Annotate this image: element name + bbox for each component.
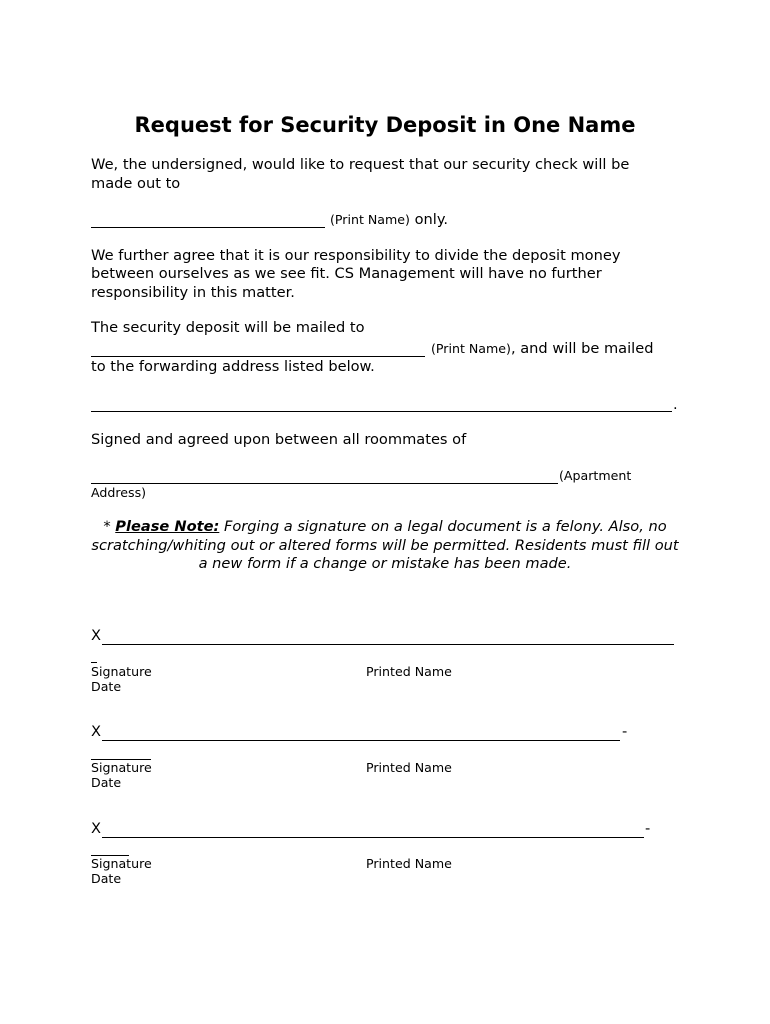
signature-x-1: X: [91, 627, 101, 644]
signature-line-1: [102, 644, 674, 645]
responsibility-line-3: responsibility in this matter.: [91, 284, 295, 301]
signature-label-2: Signature: [91, 760, 152, 775]
apartment-address-line: [91, 483, 558, 484]
note-text: Forging a signature on a legal document is a felony. Also, no scratching/whiting out or altered forms will be permitted. Residents must fill out a new form if a change or mistake has been made.: [91, 518, 679, 572]
printed-name-label-2: Printed Name: [366, 760, 452, 775]
print-name-row-1: [330, 211, 448, 230]
intro-line-1: We, the undersigned, would like to request that our security check will be: [91, 156, 630, 173]
print-name-blank-1: [91, 227, 325, 228]
please-note: [91, 518, 679, 574]
mailing-tail: , and will be mailed: [510, 340, 654, 357]
print-name-row-2: [431, 340, 653, 359]
note-prefix: *: [103, 518, 116, 535]
printed-name-label-1: Printed Name: [366, 664, 452, 679]
print-name-blank-2: [91, 356, 425, 357]
signature-x-2: X: [91, 723, 101, 740]
signature-line-2: [102, 740, 620, 741]
signature-dash-3: -: [645, 820, 651, 837]
print-name-label-2: (Print Name): [431, 341, 511, 356]
signature-label-3: Signature: [91, 856, 152, 871]
date-label-3: Date: [91, 871, 122, 886]
mailing-line-3: to the forwarding address listed below.: [91, 358, 375, 375]
signature-dash-2: -: [622, 723, 628, 740]
printed-name-label-3: Printed Name: [366, 856, 452, 871]
roommates-line-1: Signed and agreed upon between all roommates of: [91, 431, 467, 448]
forwarding-address-line: [91, 411, 672, 412]
document-title: Request for Security Deposit in One Name: [134, 113, 636, 137]
date-label-2: Date: [91, 775, 122, 790]
apartment-label: (Apartment: [559, 468, 632, 483]
date-underline-1: [91, 662, 97, 663]
responsibility-line-2: between ourselves as we see fit. CS Management will have no further: [91, 265, 602, 282]
only-text: only.: [414, 211, 449, 228]
address-label: Address): [91, 485, 147, 500]
signature-x-3: X: [91, 820, 101, 837]
intro-line-2: made out to: [91, 175, 181, 192]
print-name-label-1: (Print Name): [330, 212, 410, 227]
mailing-line-1: The security deposit will be mailed to: [91, 319, 365, 336]
forwarding-address-period: .: [673, 396, 678, 413]
signature-line-3: [102, 837, 644, 838]
signature-label-1: Signature: [91, 664, 152, 679]
note-label: Please Note:: [115, 518, 220, 535]
date-label-1: Date: [91, 679, 122, 694]
responsibility-line-1: We further agree that it is our responsibility to divide the deposit money: [91, 247, 621, 264]
